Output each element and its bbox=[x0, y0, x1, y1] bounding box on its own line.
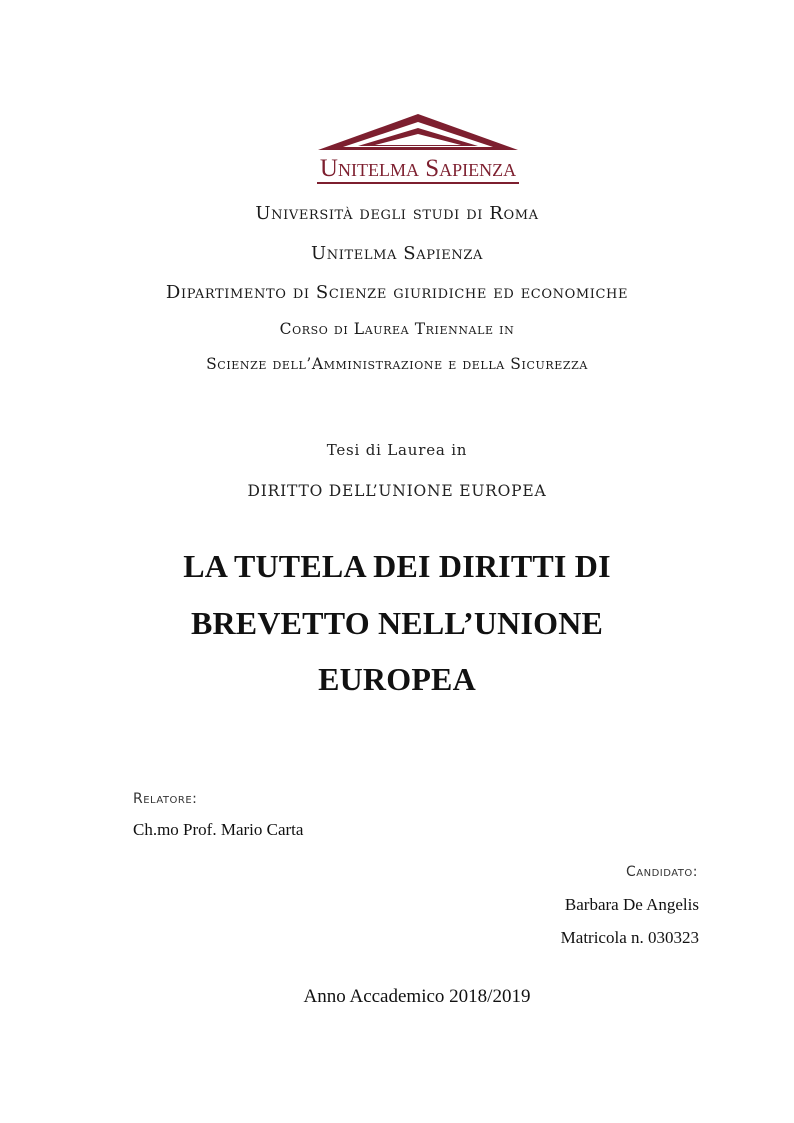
logo-wordmark: Unitelma Sapienza bbox=[319, 155, 517, 182]
logo-underline bbox=[317, 182, 519, 184]
supervisor-label: Relatore: bbox=[133, 791, 198, 807]
department-name: Dipartimento di Scienze giuridiche ed economiche bbox=[165, 282, 629, 303]
thesis-title-line-1: LA TUTELA DEI DIRITTI DI bbox=[183, 548, 611, 584]
thesis-title-line-3: EUROPEA bbox=[318, 661, 476, 697]
degree-name: Scienze dell’Amministrazione e della Sicurezza bbox=[206, 355, 588, 373]
candidate-name: Barbara De Angelis bbox=[564, 895, 699, 914]
candidate-id: Matricola n. 030323 bbox=[560, 928, 699, 947]
academic-year: Anno Accademico 2018/2019 bbox=[303, 986, 531, 1007]
course-name: Corso di Laurea Triennale in bbox=[279, 320, 515, 338]
institution-name: Unitelma Sapienza bbox=[311, 243, 483, 264]
university-name: Università degli studi di Roma bbox=[255, 203, 539, 224]
university-logo bbox=[313, 112, 523, 188]
thesis-type: Tesi di Laurea in bbox=[326, 441, 468, 459]
candidate-label: Candidato: bbox=[625, 864, 698, 880]
supervisor-name: Ch.mo Prof. Mario Carta bbox=[133, 820, 304, 839]
thesis-title-line-2: BREVETTO NELL’UNIONE bbox=[190, 605, 604, 641]
thesis-subject: DIRITTO DELL’UNIONE EUROPEA bbox=[247, 482, 547, 500]
